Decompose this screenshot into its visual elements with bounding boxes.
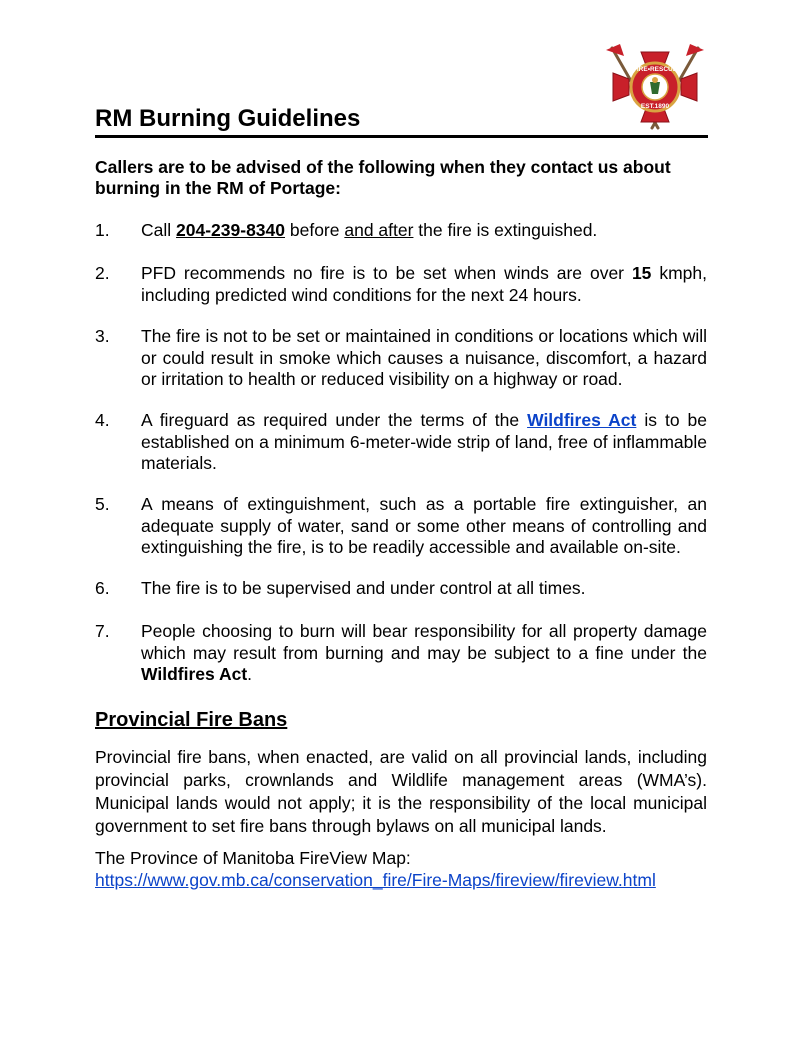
item-number: 2.	[95, 263, 110, 283]
fireview-map-link[interactable]: https://www.gov.mb.ca/conservation_fire/Fire-Maps/fireview/fireview.html	[95, 870, 656, 890]
item-text: PFD recommends no fire is to be set when winds are over 15 kmph, including predicted wind conditions for the next 24 hours.	[141, 263, 707, 305]
item-number: 1.	[95, 220, 110, 240]
list-item	[95, 578, 707, 600]
item-text: A means of extinguishment, such as a portable fire extinguisher, an adequate supply of water, sand or some other means of controlling and extinguishing the fire, is to be readily accessible and available on-site.	[141, 494, 707, 557]
phone-link[interactable]: 204-239-8340	[176, 220, 285, 240]
fire-bans-paragraph: Provincial fire bans, when enacted, are valid on all provincial lands, including provincial parks, crownlands and Wildlife management areas (WMA’s). Municipal lands would not apply; it is the responsibility of the local municipal government to set fire bans through bylaws on all municipal lands.	[95, 747, 707, 836]
list-item	[95, 621, 707, 686]
wildfires-act-link[interactable]: Wildfires Act	[527, 410, 637, 430]
logo-top-text: FIRE•RESCUE	[632, 66, 678, 73]
wildfires-act-bold: Wildfires Act	[141, 664, 248, 684]
emphasis-underlined: and after	[344, 220, 414, 240]
list-item	[95, 263, 707, 306]
fireview-map-label: The Province of Manitoba FireView Map:	[95, 848, 411, 868]
item-text: People choosing to burn will bear responsibility for all property damage which may result from burning and may be subject to a fine under the Wildfires Act.	[141, 621, 707, 684]
fire-rescue-logo	[598, 42, 712, 132]
item-text: The fire is not to be set or maintained in conditions or locations which will or could result in smoke which causes a nuisance, discomfort, a hazard or irritation to health or reduced visibility on a highway or road.	[141, 326, 707, 389]
item-number: 6.	[95, 578, 110, 598]
item-text: Call 204-239-8340 before and after the fire is extinguished.	[141, 220, 598, 240]
list-item	[95, 494, 707, 559]
list-item	[95, 220, 707, 242]
wind-speed-value: 15	[631, 263, 652, 283]
item-text: The fire is to be supervised and under control at all times.	[141, 578, 586, 598]
list-item	[95, 410, 707, 475]
list-item	[95, 326, 707, 391]
item-number: 5.	[95, 494, 110, 514]
title-divider	[95, 135, 708, 138]
item-number: 4.	[95, 410, 110, 430]
item-number: 3.	[95, 326, 110, 346]
logo-bottom-text: EST.1890	[640, 103, 670, 110]
fire-bans-heading: Provincial Fire Bans	[95, 709, 288, 731]
page-title: RM Burning Guidelines	[95, 105, 361, 132]
item-text: A fireguard as required under the terms of the Wildfires Act is to be established on a minimum 6-meter-wide strip of land, free of inflammable materials.	[141, 410, 708, 473]
intro-text: Callers are to be advised of the following when they contact us about burning in the RM of Portage:	[95, 157, 671, 198]
item-number: 7.	[95, 621, 110, 641]
